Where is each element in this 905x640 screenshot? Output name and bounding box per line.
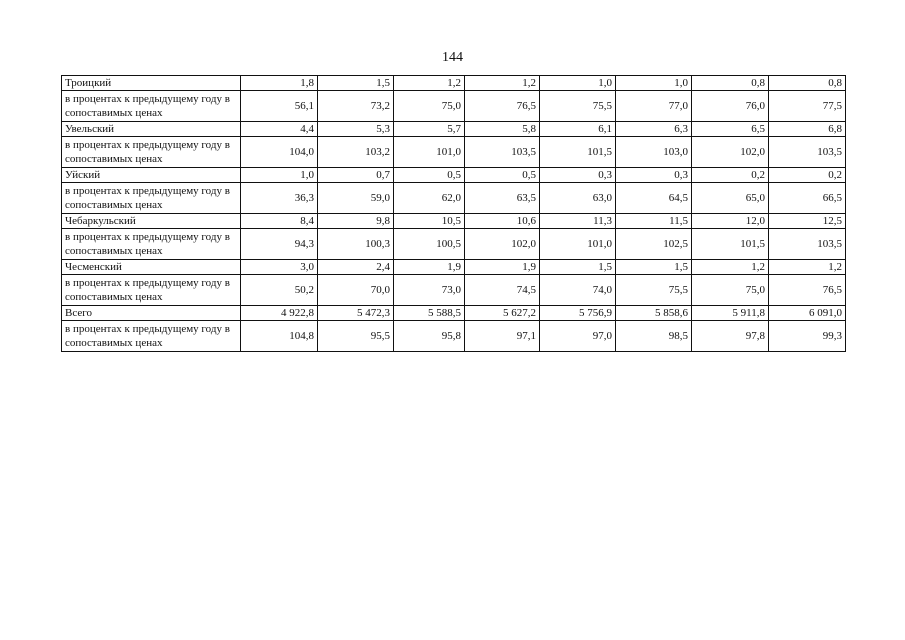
percent-row xyxy=(62,91,846,122)
value-cell: 1,2 xyxy=(394,76,465,91)
value-cell: 6,3 xyxy=(616,122,692,137)
value-cell: 1,2 xyxy=(692,260,769,275)
value-cell: 103,5 xyxy=(769,229,846,260)
value-cell: 0,3 xyxy=(616,168,692,183)
value-cell: 36,3 xyxy=(241,183,318,214)
district-row xyxy=(62,260,846,275)
value-cell: 1,0 xyxy=(241,168,318,183)
value-cell: 1,9 xyxy=(394,260,465,275)
value-cell: 103,2 xyxy=(318,137,394,168)
value-cell: 102,0 xyxy=(692,137,769,168)
percent-label-cell: в процентах к предыдущему году в сопоставимых ценах xyxy=(62,275,241,306)
value-cell: 97,0 xyxy=(540,321,616,352)
value-cell: 6,1 xyxy=(540,122,616,137)
value-cell: 74,0 xyxy=(540,275,616,306)
value-cell: 94,3 xyxy=(241,229,318,260)
value-cell: 76,0 xyxy=(692,91,769,122)
value-cell: 101,5 xyxy=(540,137,616,168)
value-cell: 8,4 xyxy=(241,214,318,229)
value-cell: 5 911,8 xyxy=(692,306,769,321)
percent-row xyxy=(62,229,846,260)
value-cell: 10,6 xyxy=(465,214,540,229)
value-cell: 75,0 xyxy=(692,275,769,306)
value-cell: 76,5 xyxy=(769,275,846,306)
value-cell: 104,0 xyxy=(241,137,318,168)
value-cell: 100,5 xyxy=(394,229,465,260)
district-row xyxy=(62,306,846,321)
value-cell: 66,5 xyxy=(769,183,846,214)
district-row xyxy=(62,168,846,183)
value-cell: 103,5 xyxy=(465,137,540,168)
value-cell: 5 627,2 xyxy=(465,306,540,321)
value-cell: 102,5 xyxy=(616,229,692,260)
value-cell: 50,2 xyxy=(241,275,318,306)
percent-label-cell: в процентах к предыдущему году в сопоставимых ценах xyxy=(62,137,241,168)
percent-row xyxy=(62,137,846,168)
district-row xyxy=(62,214,846,229)
value-cell: 97,1 xyxy=(465,321,540,352)
value-cell: 5 756,9 xyxy=(540,306,616,321)
percent-row xyxy=(62,275,846,306)
value-cell: 63,0 xyxy=(540,183,616,214)
percent-label-cell: в процентах к предыдущему году в сопоставимых ценах xyxy=(62,91,241,122)
value-cell: 1,0 xyxy=(616,76,692,91)
value-cell: 5,7 xyxy=(394,122,465,137)
value-cell: 0,5 xyxy=(465,168,540,183)
value-cell: 1,0 xyxy=(540,76,616,91)
value-cell: 64,5 xyxy=(616,183,692,214)
district-name-cell: Троицкий xyxy=(62,76,241,91)
value-cell: 12,0 xyxy=(692,214,769,229)
value-cell: 11,3 xyxy=(540,214,616,229)
value-cell: 1,2 xyxy=(465,76,540,91)
value-cell: 6 091,0 xyxy=(769,306,846,321)
value-cell: 1,2 xyxy=(769,260,846,275)
percent-label-cell: в процентах к предыдущему году в сопоставимых ценах xyxy=(62,321,241,352)
value-cell: 5 858,6 xyxy=(616,306,692,321)
district-row xyxy=(62,122,846,137)
value-cell: 76,5 xyxy=(465,91,540,122)
percent-row xyxy=(62,321,846,352)
value-cell: 62,0 xyxy=(394,183,465,214)
value-cell: 97,8 xyxy=(692,321,769,352)
percent-row xyxy=(62,183,846,214)
value-cell: 11,5 xyxy=(616,214,692,229)
value-cell: 5 472,3 xyxy=(318,306,394,321)
value-cell: 98,5 xyxy=(616,321,692,352)
value-cell: 77,5 xyxy=(769,91,846,122)
value-cell: 0,8 xyxy=(769,76,846,91)
value-cell: 56,1 xyxy=(241,91,318,122)
data-table xyxy=(61,75,846,352)
district-name-cell: Уйский xyxy=(62,168,241,183)
value-cell: 100,3 xyxy=(318,229,394,260)
value-cell: 75,0 xyxy=(394,91,465,122)
value-cell: 10,5 xyxy=(394,214,465,229)
value-cell: 65,0 xyxy=(692,183,769,214)
percent-label-cell: в процентах к предыдущему году в сопоставимых ценах xyxy=(62,183,241,214)
value-cell: 2,4 xyxy=(318,260,394,275)
value-cell: 70,0 xyxy=(318,275,394,306)
value-cell: 75,5 xyxy=(540,91,616,122)
value-cell: 73,0 xyxy=(394,275,465,306)
value-cell: 95,8 xyxy=(394,321,465,352)
percent-label-cell: в процентах к предыдущему году в сопоставимых ценах xyxy=(62,229,241,260)
value-cell: 101,5 xyxy=(692,229,769,260)
value-cell: 73,2 xyxy=(318,91,394,122)
value-cell: 59,0 xyxy=(318,183,394,214)
value-cell: 1,5 xyxy=(540,260,616,275)
value-cell: 4 922,8 xyxy=(241,306,318,321)
district-name-cell: Увельский xyxy=(62,122,241,137)
value-cell: 0,3 xyxy=(540,168,616,183)
value-cell: 0,5 xyxy=(394,168,465,183)
page-number: 144 xyxy=(442,50,463,65)
value-cell: 9,8 xyxy=(318,214,394,229)
value-cell: 103,5 xyxy=(769,137,846,168)
value-cell: 74,5 xyxy=(465,275,540,306)
value-cell: 101,0 xyxy=(394,137,465,168)
value-cell: 0,2 xyxy=(769,168,846,183)
value-cell: 12,5 xyxy=(769,214,846,229)
value-cell: 75,5 xyxy=(616,275,692,306)
value-cell: 0,8 xyxy=(692,76,769,91)
value-cell: 102,0 xyxy=(465,229,540,260)
value-cell: 1,8 xyxy=(241,76,318,91)
value-cell: 95,5 xyxy=(318,321,394,352)
value-cell: 101,0 xyxy=(540,229,616,260)
value-cell: 0,2 xyxy=(692,168,769,183)
district-name-cell: Всего xyxy=(62,306,241,321)
value-cell: 104,8 xyxy=(241,321,318,352)
value-cell: 103,0 xyxy=(616,137,692,168)
value-cell: 5,8 xyxy=(465,122,540,137)
value-cell: 99,3 xyxy=(769,321,846,352)
value-cell: 5 588,5 xyxy=(394,306,465,321)
value-cell: 3,0 xyxy=(241,260,318,275)
value-cell: 6,5 xyxy=(692,122,769,137)
district-row xyxy=(62,76,846,91)
value-cell: 6,8 xyxy=(769,122,846,137)
value-cell: 1,9 xyxy=(465,260,540,275)
district-name-cell: Чесменский xyxy=(62,260,241,275)
value-cell: 63,5 xyxy=(465,183,540,214)
value-cell: 1,5 xyxy=(616,260,692,275)
district-name-cell: Чебаркульский xyxy=(62,214,241,229)
value-cell: 77,0 xyxy=(616,91,692,122)
value-cell: 0,7 xyxy=(318,168,394,183)
value-cell: 4,4 xyxy=(241,122,318,137)
value-cell: 1,5 xyxy=(318,76,394,91)
value-cell: 5,3 xyxy=(318,122,394,137)
